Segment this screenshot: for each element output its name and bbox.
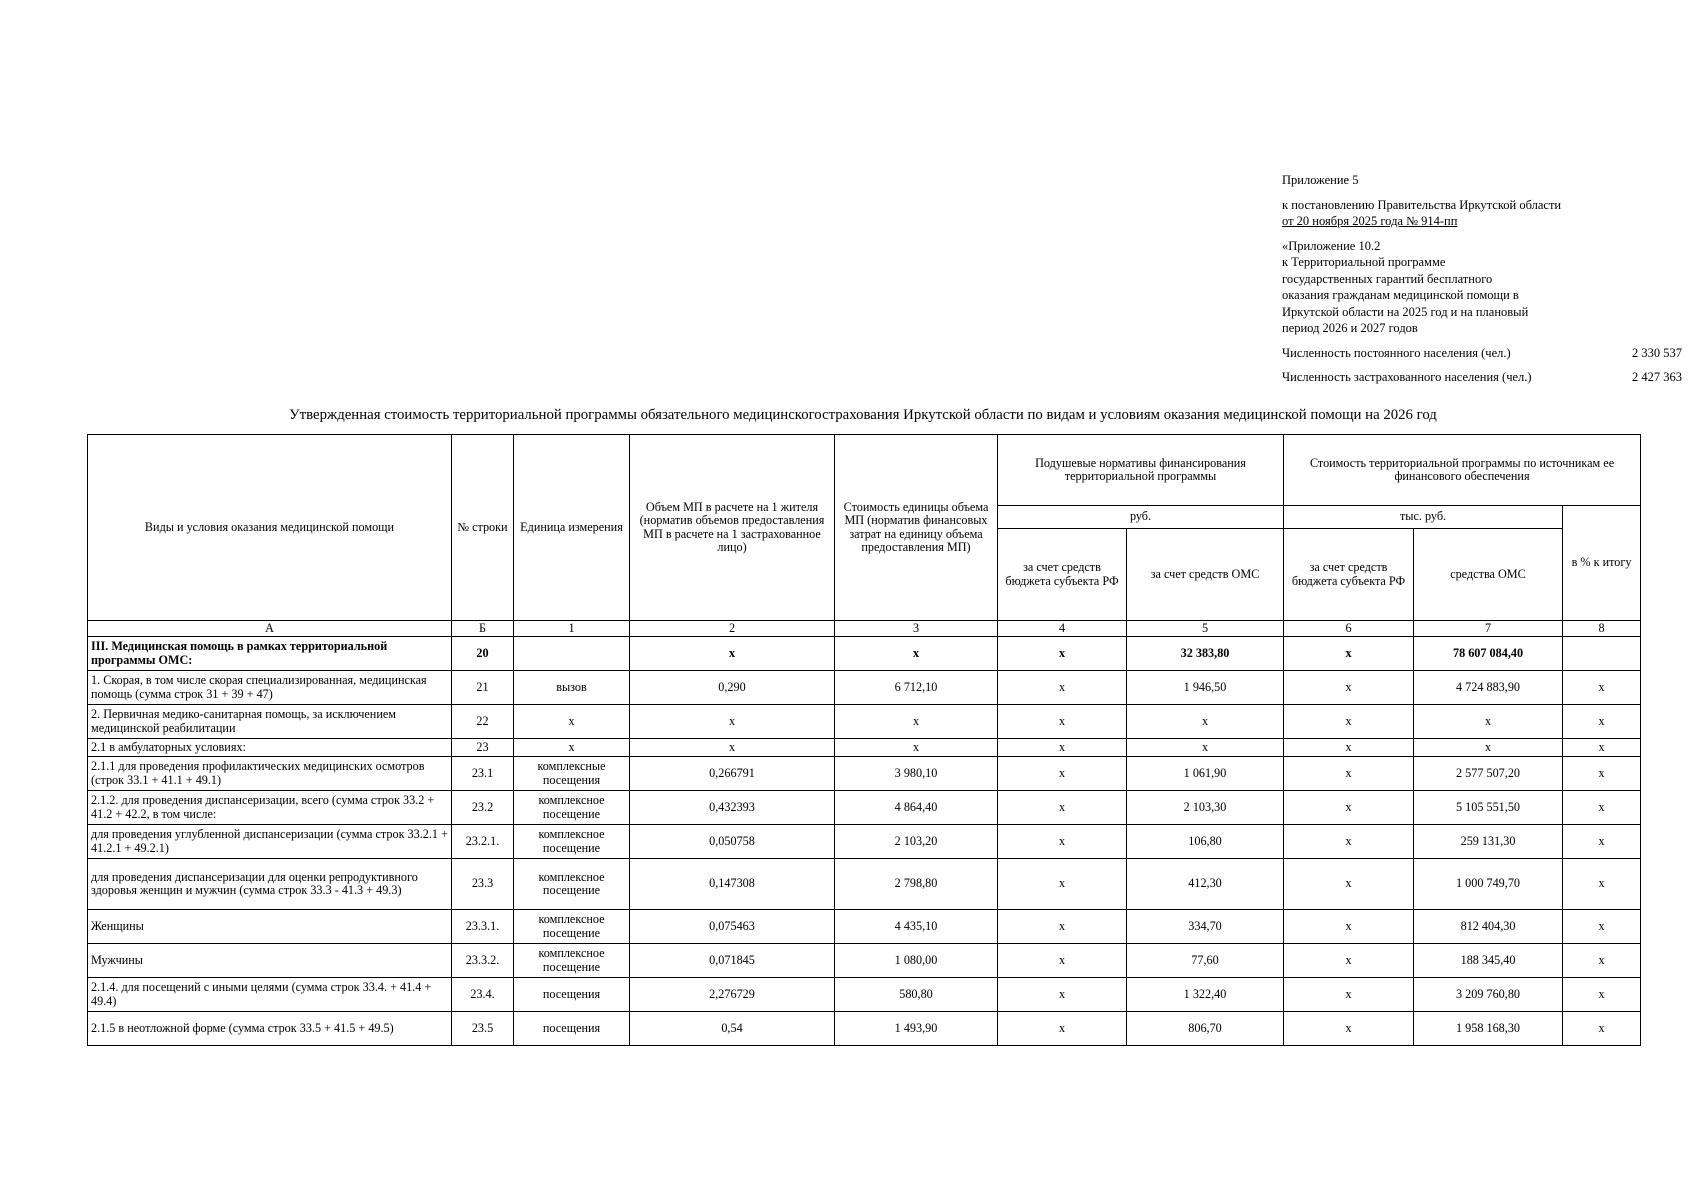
row-number: 22 bbox=[452, 705, 514, 739]
row-oms-total: 1 000 749,70 bbox=[1414, 859, 1563, 910]
row-oms-funds: 412,30 bbox=[1127, 859, 1284, 910]
header-unit: Единица измерения bbox=[514, 435, 630, 621]
row-volume: x bbox=[630, 637, 835, 671]
row-unit: комплексное посещение bbox=[514, 910, 630, 944]
row-budget-rf: x bbox=[998, 825, 1127, 859]
row-unit-cost: 1 080,00 bbox=[835, 944, 998, 978]
table-row bbox=[88, 705, 1641, 739]
row-oms-funds: x bbox=[1127, 705, 1284, 739]
row-budget-rf-total: x bbox=[1284, 825, 1414, 859]
row-unit: комплексное посещение bbox=[514, 944, 630, 978]
row-name: III. Медицинская помощь в рамках территориальной программы ОМС: bbox=[88, 637, 452, 671]
row-oms-funds: 32 383,80 bbox=[1127, 637, 1284, 671]
row-volume: 0,071845 bbox=[630, 944, 835, 978]
row-percent-total: x bbox=[1563, 825, 1641, 859]
insured-label: Численность застрахованного населения (чел.) bbox=[1282, 370, 1532, 384]
row-name: Женщины bbox=[88, 910, 452, 944]
row-volume: 0,266791 bbox=[630, 757, 835, 791]
row-unit: x bbox=[514, 739, 630, 757]
row-unit-cost: 4 435,10 bbox=[835, 910, 998, 944]
row-volume: x bbox=[630, 705, 835, 739]
insured-row bbox=[1282, 369, 1682, 386]
row-volume: 0,075463 bbox=[630, 910, 835, 944]
header-volume: Объем МП в расчете на 1 жителя (норматив объемов предоставления МП в расчете на 1 застрахованное лицо) bbox=[630, 435, 835, 621]
row-oms-total: 1 958 168,30 bbox=[1414, 1012, 1563, 1046]
row-volume: 0,290 bbox=[630, 671, 835, 705]
row-unit-cost: 6 712,10 bbox=[835, 671, 998, 705]
row-name: 2.1 в амбулаторных условиях: bbox=[88, 739, 452, 757]
row-number: 23.3 bbox=[452, 859, 514, 910]
column-letter: Б bbox=[452, 621, 514, 637]
column-letter: 4 bbox=[998, 621, 1127, 637]
table-row bbox=[88, 910, 1641, 944]
table-row bbox=[88, 671, 1641, 705]
row-percent-total: x bbox=[1563, 791, 1641, 825]
header-budget-rf: за счет средств бюджета субъекта РФ bbox=[998, 529, 1127, 621]
column-letter: 2 bbox=[630, 621, 835, 637]
row-oms-total: 259 131,30 bbox=[1414, 825, 1563, 859]
row-budget-rf: x bbox=[998, 859, 1127, 910]
population-label: Численность постоянного населения (чел.) bbox=[1282, 345, 1511, 360]
row-percent-total: x bbox=[1563, 910, 1641, 944]
appendix-decree: к постановлению Правительства Иркутской области bbox=[1282, 197, 1562, 212]
row-name: Мужчины bbox=[88, 944, 452, 978]
row-unit: комплексное посещение bbox=[514, 825, 630, 859]
table-row bbox=[88, 859, 1641, 910]
row-oms-total: 4 724 883,90 bbox=[1414, 671, 1563, 705]
appendix-reference bbox=[1282, 238, 1682, 337]
row-budget-rf: x bbox=[998, 910, 1127, 944]
row-number: 23.1 bbox=[452, 757, 514, 791]
row-name: 2. Первичная медико-санитарная помощь, за исключением медицинской реабилитации bbox=[88, 705, 452, 739]
row-volume: 2,276729 bbox=[630, 978, 835, 1012]
appendix-reference-line: период 2026 и 2027 годов bbox=[1282, 321, 1418, 335]
row-unit: x bbox=[514, 705, 630, 739]
column-letter: 3 bbox=[835, 621, 998, 637]
row-name: 2.1.5 в неотложной форме (сумма строк 33.5 + 41.5 + 49.5) bbox=[88, 1012, 452, 1046]
row-budget-rf: x bbox=[998, 944, 1127, 978]
row-number: 23.2 bbox=[452, 791, 514, 825]
header-oms-funds-total: средства ОМС bbox=[1414, 529, 1563, 621]
cost-table bbox=[87, 434, 1641, 1046]
row-volume: 0,54 bbox=[630, 1012, 835, 1046]
row-oms-funds: 806,70 bbox=[1127, 1012, 1284, 1046]
row-oms-total: 188 345,40 bbox=[1414, 944, 1563, 978]
row-percent-total: x bbox=[1563, 705, 1641, 739]
row-percent-total: x bbox=[1563, 978, 1641, 1012]
table-row bbox=[88, 637, 1641, 671]
row-percent-total: x bbox=[1563, 757, 1641, 791]
row-budget-rf: x bbox=[998, 791, 1127, 825]
header-row-number: № строки bbox=[452, 435, 514, 621]
row-name: для проведения углубленной диспансеризации (сумма строк 33.2.1 + 41.2.1 + 49.2.1) bbox=[88, 825, 452, 859]
row-number: 23.3.2. bbox=[452, 944, 514, 978]
appendix-block bbox=[1282, 172, 1682, 386]
table-row bbox=[88, 739, 1641, 757]
row-unit-cost: 4 864,40 bbox=[835, 791, 998, 825]
row-unit-cost: x bbox=[835, 739, 998, 757]
column-letter: 8 bbox=[1563, 621, 1641, 637]
header-thousand-rub: тыс. руб. bbox=[1284, 506, 1563, 529]
header-budget-rf-total: за счет средств бюджета субъекта РФ bbox=[1284, 529, 1414, 621]
header-program-cost: Стоимость территориальной программы по источникам ее финансового обеспечения bbox=[1284, 435, 1641, 506]
row-volume: 0,050758 bbox=[630, 825, 835, 859]
row-unit: комплексное посещение bbox=[514, 791, 630, 825]
row-budget-rf: x bbox=[998, 978, 1127, 1012]
table-row bbox=[88, 791, 1641, 825]
row-percent-total: x bbox=[1563, 859, 1641, 910]
document-title: Утвержденная стоимость территориальной программы обязательного медицинскогострахования Иркутской области по видам и условиям оказания медицинской помощи на 2026 год bbox=[289, 407, 1437, 423]
row-budget-rf-total: x bbox=[1284, 671, 1414, 705]
row-budget-rf: x bbox=[998, 637, 1127, 671]
row-volume: x bbox=[630, 739, 835, 757]
row-budget-rf-total: x bbox=[1284, 978, 1414, 1012]
row-oms-funds: x bbox=[1127, 739, 1284, 757]
row-number: 23.2.1. bbox=[452, 825, 514, 859]
row-budget-rf-total: x bbox=[1284, 739, 1414, 757]
row-number: 21 bbox=[452, 671, 514, 705]
row-budget-rf: x bbox=[998, 705, 1127, 739]
column-letters-row bbox=[88, 621, 1641, 637]
appendix-reference-line: оказания гражданам медицинской помощи в bbox=[1282, 288, 1519, 302]
row-oms-total: 812 404,30 bbox=[1414, 910, 1563, 944]
row-percent-total: x bbox=[1563, 739, 1641, 757]
row-unit: комплексное посещение bbox=[514, 859, 630, 910]
row-budget-rf-total: x bbox=[1284, 1012, 1414, 1046]
row-budget-rf: x bbox=[998, 671, 1127, 705]
appendix-reference-line: Иркутской области на 2025 год и на плановый bbox=[1282, 304, 1529, 319]
row-number: 23.3.1. bbox=[452, 910, 514, 944]
row-number: 23.5 bbox=[452, 1012, 514, 1046]
header-per-capita: Подушевые нормативы финансирования территориальной программы bbox=[998, 435, 1284, 506]
row-budget-rf-total: x bbox=[1284, 637, 1414, 671]
row-budget-rf: x bbox=[998, 757, 1127, 791]
row-unit: посещения bbox=[514, 1012, 630, 1046]
header-unit-cost: Стоимость единицы объема МП (норматив финансовых затрат на единицу объема предоставления МП) bbox=[835, 435, 998, 621]
row-oms-funds: 1 946,50 bbox=[1127, 671, 1284, 705]
appendix-reference-line: государственных гарантий бесплатного bbox=[1282, 271, 1493, 286]
row-percent-total: x bbox=[1563, 1012, 1641, 1046]
row-oms-funds: 1 061,90 bbox=[1127, 757, 1284, 791]
row-unit-cost: x bbox=[835, 637, 998, 671]
row-number: 20 bbox=[452, 637, 514, 671]
row-volume: 0,147308 bbox=[630, 859, 835, 910]
row-oms-funds: 334,70 bbox=[1127, 910, 1284, 944]
table-row bbox=[88, 1012, 1641, 1046]
row-budget-rf-total: x bbox=[1284, 944, 1414, 978]
row-budget-rf: x bbox=[998, 1012, 1127, 1046]
row-budget-rf-total: x bbox=[1284, 757, 1414, 791]
row-oms-funds: 106,80 bbox=[1127, 825, 1284, 859]
row-percent-total bbox=[1563, 637, 1641, 671]
header-percent-total: в % к итогу bbox=[1563, 506, 1641, 621]
row-name: 2.1.2. для проведения диспансеризации, всего (сумма строк 33.2 + 41.2 + 42.2, в том числе: bbox=[88, 791, 452, 825]
row-name: 2.1.4. для посещений с иными целями (сумма строк 33.4. + 41.4 + 49.4) bbox=[88, 978, 452, 1012]
row-unit-cost: 2 103,20 bbox=[835, 825, 998, 859]
row-budget-rf-total: x bbox=[1284, 859, 1414, 910]
row-unit bbox=[514, 637, 630, 671]
row-budget-rf: x bbox=[998, 739, 1127, 757]
row-oms-total: 3 209 760,80 bbox=[1414, 978, 1563, 1012]
row-oms-funds: 1 322,40 bbox=[1127, 978, 1284, 1012]
row-name: 1. Скорая, в том числе скорая специализированная, медицинская помощь (сумма строк 31 + 39 + 47) bbox=[88, 671, 452, 705]
appendix-decree-date: от 20 ноября 2025 года № 914-пп bbox=[1282, 214, 1458, 228]
appendix-reference-line: «Приложение 10.2 bbox=[1282, 238, 1381, 253]
appendix-reference-line: к Территориальной программе bbox=[1282, 255, 1446, 269]
row-unit-cost: 1 493,90 bbox=[835, 1012, 998, 1046]
row-oms-total: 5 105 551,50 bbox=[1414, 791, 1563, 825]
row-oms-funds: 77,60 bbox=[1127, 944, 1284, 978]
row-unit-cost: 3 980,10 bbox=[835, 757, 998, 791]
header-oms-funds: за счет средств ОМС bbox=[1127, 529, 1284, 621]
header-types: Виды и условия оказания медицинской помощи bbox=[88, 435, 452, 621]
row-volume: 0,432393 bbox=[630, 791, 835, 825]
appendix-number: Приложение 5 bbox=[1282, 173, 1359, 187]
row-budget-rf-total: x bbox=[1284, 705, 1414, 739]
row-budget-rf-total: x bbox=[1284, 791, 1414, 825]
table-header bbox=[88, 435, 1641, 637]
column-letter: 7 bbox=[1414, 621, 1563, 637]
row-number: 23 bbox=[452, 739, 514, 757]
insured-value: 2 427 363 bbox=[1632, 370, 1682, 384]
row-oms-total: x bbox=[1414, 705, 1563, 739]
row-oms-total: 78 607 084,40 bbox=[1414, 637, 1563, 671]
column-letter: 1 bbox=[514, 621, 630, 637]
row-unit: вызов bbox=[514, 671, 630, 705]
row-unit-cost: 2 798,80 bbox=[835, 859, 998, 910]
table-row bbox=[88, 944, 1641, 978]
row-unit: посещения bbox=[514, 978, 630, 1012]
column-letter: 6 bbox=[1284, 621, 1414, 637]
row-percent-total: x bbox=[1563, 944, 1641, 978]
population-row bbox=[1282, 345, 1682, 362]
table-row bbox=[88, 978, 1641, 1012]
row-name: для проведения диспансеризации для оценки репродуктивного здоровья женщин и мужчин (сумма строк 33.3 - 41.3 + 49.3) bbox=[88, 859, 452, 910]
row-unit-cost: x bbox=[835, 705, 998, 739]
row-budget-rf-total: x bbox=[1284, 910, 1414, 944]
table-body bbox=[88, 637, 1641, 1046]
row-percent-total: x bbox=[1563, 671, 1641, 705]
row-unit-cost: 580,80 bbox=[835, 978, 998, 1012]
row-number: 23.4. bbox=[452, 978, 514, 1012]
row-oms-total: 2 577 507,20 bbox=[1414, 757, 1563, 791]
row-oms-total: x bbox=[1414, 739, 1563, 757]
column-letter: А bbox=[88, 621, 452, 637]
row-name: 2.1.1 для проведения профилактических медицинских осмотров (строк 33.1 + 41.1 + 49.1) bbox=[88, 757, 452, 791]
row-oms-funds: 2 103,30 bbox=[1127, 791, 1284, 825]
column-letter: 5 bbox=[1127, 621, 1284, 637]
table-row bbox=[88, 825, 1641, 859]
population-value: 2 330 537 bbox=[1632, 345, 1682, 360]
row-unit: комплексные посещения bbox=[514, 757, 630, 791]
header-rub: руб. bbox=[998, 506, 1284, 529]
table-row bbox=[88, 757, 1641, 791]
